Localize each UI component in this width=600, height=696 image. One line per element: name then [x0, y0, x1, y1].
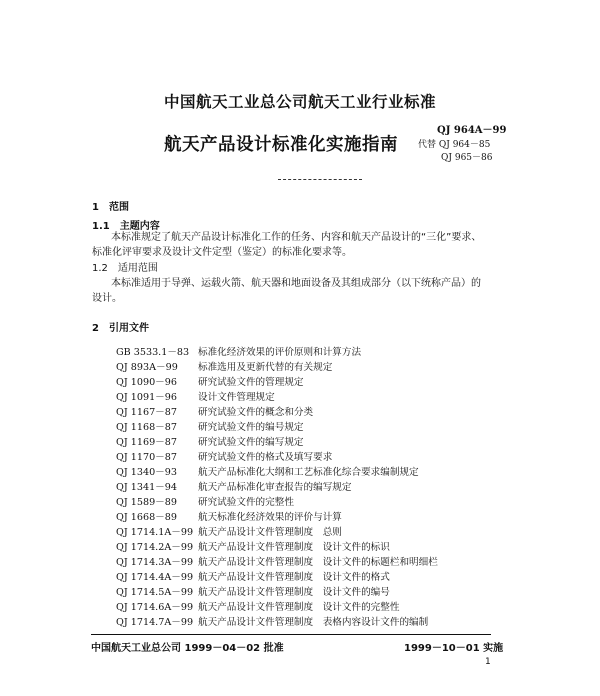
reference-code: QJ 1340－93 [116, 467, 177, 478]
reference-code: QJ 1714.1A－99 [116, 527, 194, 538]
section-1-1-text-line-2: 标准化评审要求及设计文件定型（鉴定）的标准化要求等。 [92, 247, 352, 258]
reference-code: QJ 893A－99 [116, 362, 178, 373]
reference-code: QJ 1168－87 [116, 422, 177, 433]
reference-item [116, 524, 342, 538]
reference-code: QJ 1169－87 [116, 437, 177, 448]
section-1-heading: 1 范围 [92, 202, 129, 213]
approval-date: 中国航天工业总公司 1999－04－02 批准 [91, 643, 284, 654]
reference-item [116, 554, 438, 568]
section-2-heading: 2 引用文件 [92, 323, 149, 334]
page-number: 1 [485, 657, 491, 667]
reference-title: 研究试验文件的格式及填写要求 [198, 452, 333, 463]
reference-item [116, 479, 352, 493]
reference-item [116, 404, 313, 418]
reference-title: 研究试验文件的编号规定 [198, 422, 304, 433]
reference-item [116, 449, 332, 463]
section-1-2-heading: 1.2 适用范围 [92, 263, 158, 274]
reference-title: 航天产品设计文件管理制度 表格内容设计文件的编制 [198, 617, 429, 628]
reference-title: 设计文件管理规定 [198, 392, 275, 403]
reference-code: QJ 1341－94 [116, 482, 177, 493]
reference-code: QJ 1714.4A－99 [116, 572, 194, 583]
reference-item [116, 599, 399, 613]
reference-code: QJ 1668－89 [116, 512, 177, 523]
reference-title: 航天产品设计文件管理制度 总则 [198, 527, 342, 538]
header-divider [278, 179, 362, 180]
reference-title: 标准选用及更新代替的有关规定 [198, 362, 333, 373]
reference-title: 航天标准化经济效果的评价与计算 [198, 512, 342, 523]
reference-title: 航天产品设计文件管理制度 设计文件的完整性 [198, 602, 400, 613]
reference-title: 研究试验文件的完整性 [198, 497, 294, 508]
reference-item [116, 569, 390, 583]
reference-code: QJ 1090－96 [116, 377, 177, 388]
reference-code: QJ 1714.2A－99 [116, 542, 194, 553]
reference-item [116, 509, 342, 523]
reference-title: 研究试验文件的管理规定 [198, 377, 304, 388]
reference-title: 航天产品标准化大纲和工艺标准化综合要求编制规定 [198, 467, 419, 478]
document-title: 航天产品设计标准化实施指南 [164, 135, 398, 155]
reference-item [116, 539, 390, 553]
reference-item [116, 419, 304, 433]
reference-item [116, 359, 332, 373]
reference-item [116, 614, 428, 628]
reference-title: 研究试验文件的概念和分类 [198, 407, 314, 418]
reference-item [116, 464, 419, 478]
reference-code: QJ 1167－87 [116, 407, 177, 418]
reference-code: QJ 1589－89 [116, 497, 177, 508]
section-1-1-text-line-1: 本标准规定了航天产品设计标准化工作的任务、内容和航天产品设计的“三化”要求、 [111, 232, 482, 243]
reference-title: 标准化经济效果的评价原则和计算方法 [198, 347, 362, 358]
reference-code: QJ 1714.5A－99 [116, 587, 194, 598]
reference-code: QJ 1170－87 [116, 452, 177, 463]
section-1-1-heading: 1.1 主题内容 [92, 221, 160, 232]
reference-item [116, 494, 294, 508]
reference-title: 航天产品设计文件管理制度 设计文件的标识 [198, 542, 390, 553]
reference-item [116, 344, 361, 358]
reference-item [116, 434, 304, 448]
replaces-line-2: QJ 965－86 [441, 153, 493, 163]
reference-item [116, 389, 275, 403]
reference-code: QJ 1714.6A－99 [116, 602, 194, 613]
reference-title: 研究试验文件的编写规定 [198, 437, 304, 448]
reference-title: 航天产品设计文件管理制度 设计文件的编号 [198, 587, 390, 598]
reference-code: QJ 1714.3A－99 [116, 557, 194, 568]
footer-divider [91, 634, 491, 635]
reference-item [116, 584, 390, 598]
section-1-2-text-line-2: 设计。 [92, 293, 122, 304]
reference-code: QJ 1091－96 [116, 392, 177, 403]
replaces-line-1: 代替 QJ 964－85 [418, 140, 491, 150]
section-1-2-text-line-1: 本标准适用于导弹、运载火箭、航天器和地面设备及其组成部分（以下统称产品）的 [111, 278, 481, 289]
reference-title: 航天产品设计文件管理制度 设计文件的格式 [198, 572, 390, 583]
issuing-organization: 中国航天工业总公司航天工业行业标准 [163, 93, 436, 111]
reference-item [116, 374, 304, 388]
reference-code: QJ 1714.7A－99 [116, 617, 194, 628]
reference-title: 航天产品标准化审查报告的编写规定 [198, 482, 352, 493]
effective-date: 1999－10－01 实施 [404, 643, 504, 654]
reference-code: GB 3533.1－83 [116, 347, 190, 358]
reference-title: 航天产品设计文件管理制度 设计文件的标题栏和明细栏 [198, 557, 438, 568]
standard-number: QJ 964A－99 [437, 125, 507, 136]
